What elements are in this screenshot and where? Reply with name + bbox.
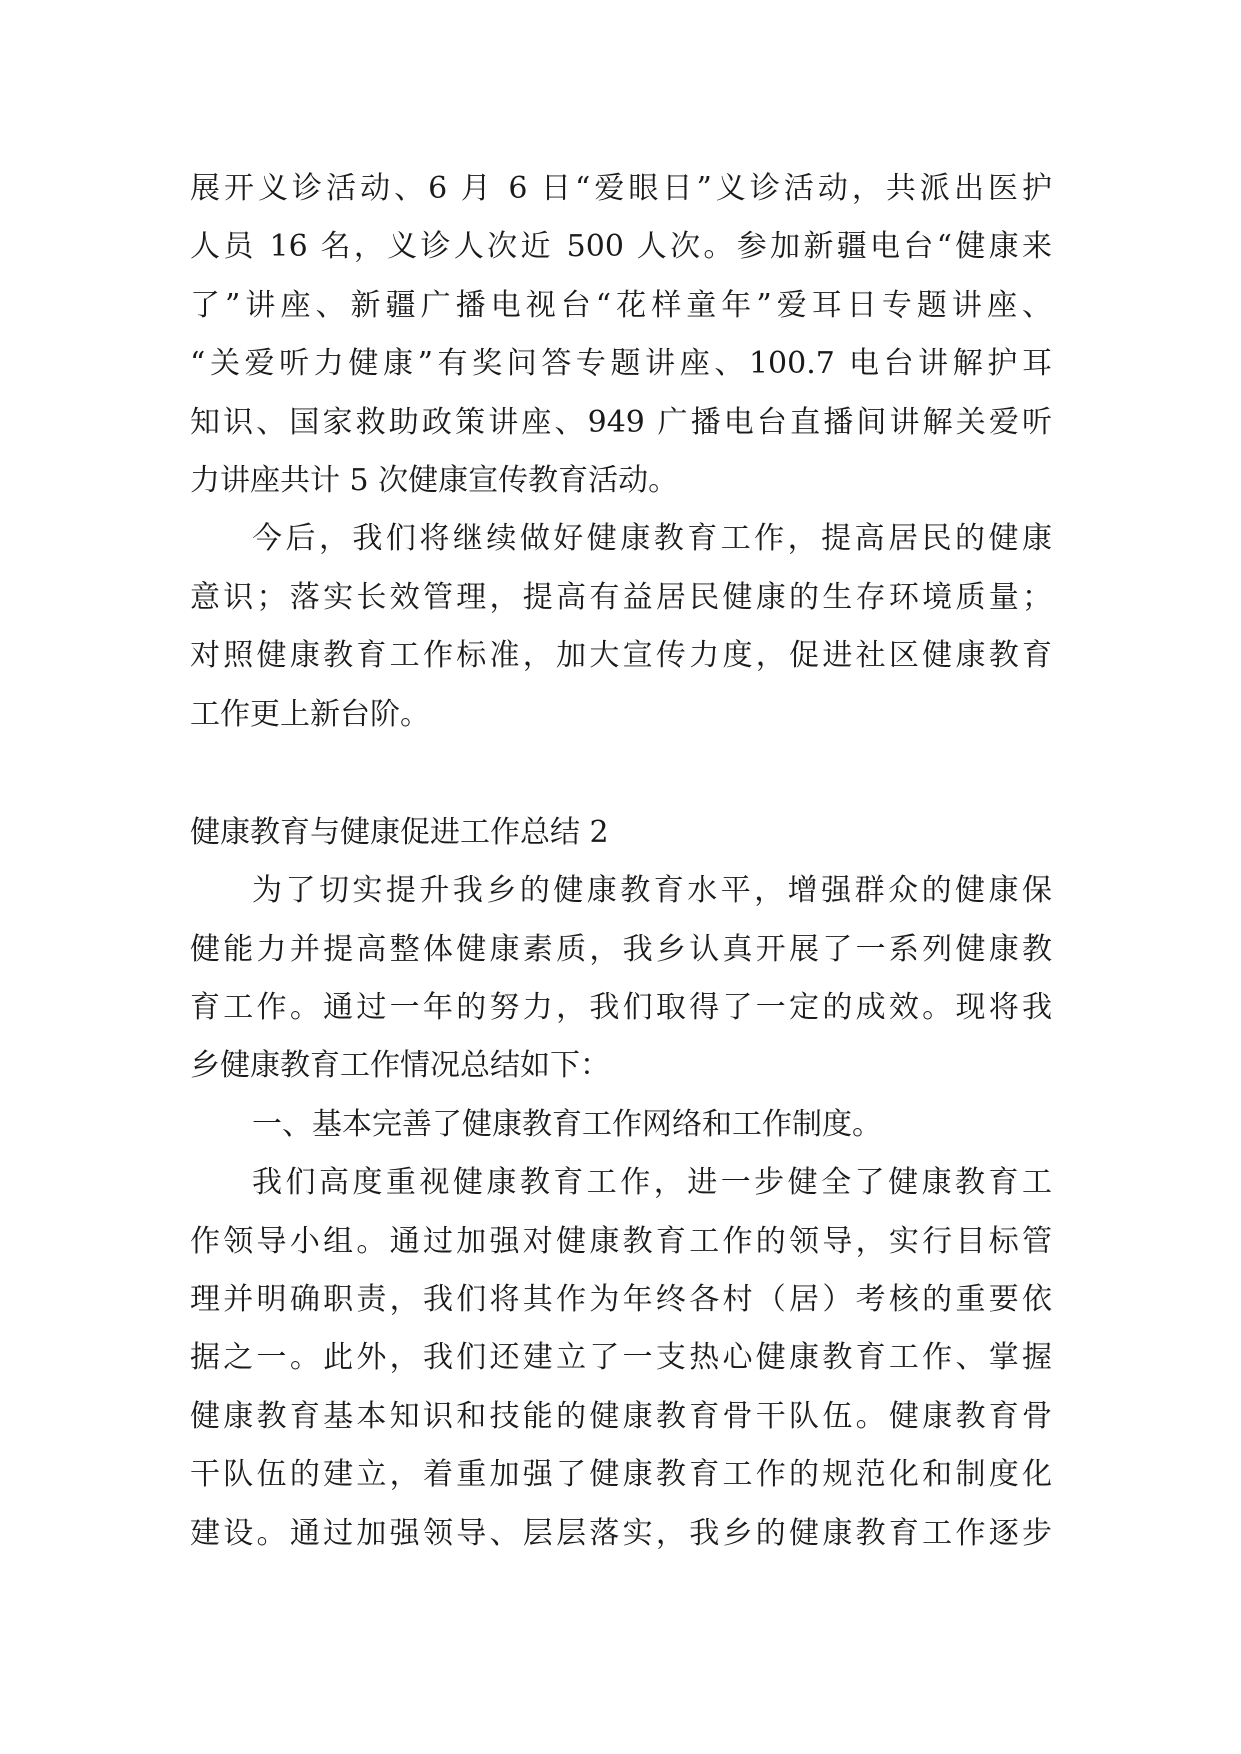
text-line: 我们高度重视健康教育工作，进一步健全了健康教育工 [252, 1165, 1052, 1201]
text-line: 健康教育基本知识和技能的健康教育骨干队伍。健康教育骨 [190, 1398, 1052, 1434]
text-line: 展开义诊活动、6 月 6 日“爱眼日”义诊活动，共派出医护 [190, 171, 1052, 206]
text-line: 建设。通过加强领导、层层落实，我乡的健康教育工作逐步 [190, 1515, 1052, 1551]
paragraph-free-clinic [190, 160, 1052, 510]
text-line: 作领导小组。通过加强对健康教育工作的领导，实行目标管 [190, 1223, 1052, 1259]
text-line: 为了切实提升我乡的健康教育水平，增强群众的健康保 [252, 873, 1052, 909]
text-line: “关爱听力健康”有奖问答专题讲座、100.7 电台讲解护耳 [190, 346, 1052, 382]
text-line: 理并明确职责，我们将其作为年终各村（居）考核的重要依 [190, 1282, 1052, 1318]
text-line: 力讲座共计 5 次健康宣传教育活动。 [190, 462, 679, 498]
text-line: 乡健康教育工作情况总结如下： [190, 1048, 610, 1084]
text-line: 据之一。此外，我们还建立了一支热心健康教育工作、掌握 [190, 1340, 1052, 1376]
text-line: 育工作。通过一年的努力，我们取得了一定的成效。现将我 [190, 990, 1052, 1026]
paragraph-network-system [190, 1154, 1052, 1563]
text-line: 意识；落实长效管理，提高有益居民健康的生存环境质量； [190, 579, 1052, 615]
paragraph-introduction [190, 862, 1052, 1096]
text-line: 对照健康教育工作标准，加大宣传力度，促进社区健康教育 [190, 638, 1052, 674]
text-line: 人员 16 名，义诊人次近 500 人次。参加新疆电台“健康来 [190, 229, 1052, 265]
text-line: 健能力并提高整体健康素质，我乡认真开展了一系列健康教 [190, 931, 1052, 967]
text-line: 工作更上新台阶。 [190, 696, 430, 732]
document-body [190, 160, 1052, 1563]
section-title: 健康教育与健康促进工作总结 2 [190, 814, 609, 850]
text-line: 了”讲座、新疆广播电视台“花样童年”爱耳日专题讲座、 [190, 287, 1052, 323]
paragraph-future-plans [190, 510, 1052, 744]
text-line: 今后，我们将继续做好健康教育工作，提高居民的健康 [252, 521, 1052, 557]
text-line: 干队伍的建立，着重加强了健康教育工作的规范化和制度化 [190, 1457, 1052, 1493]
section-spacer [190, 744, 1052, 804]
text-line: 知识、国家救助政策讲座、949 广播电台直播间讲解关爱听 [190, 404, 1052, 440]
point-heading: 一、基本完善了健康教育工作网络和工作制度。 [252, 1106, 882, 1142]
